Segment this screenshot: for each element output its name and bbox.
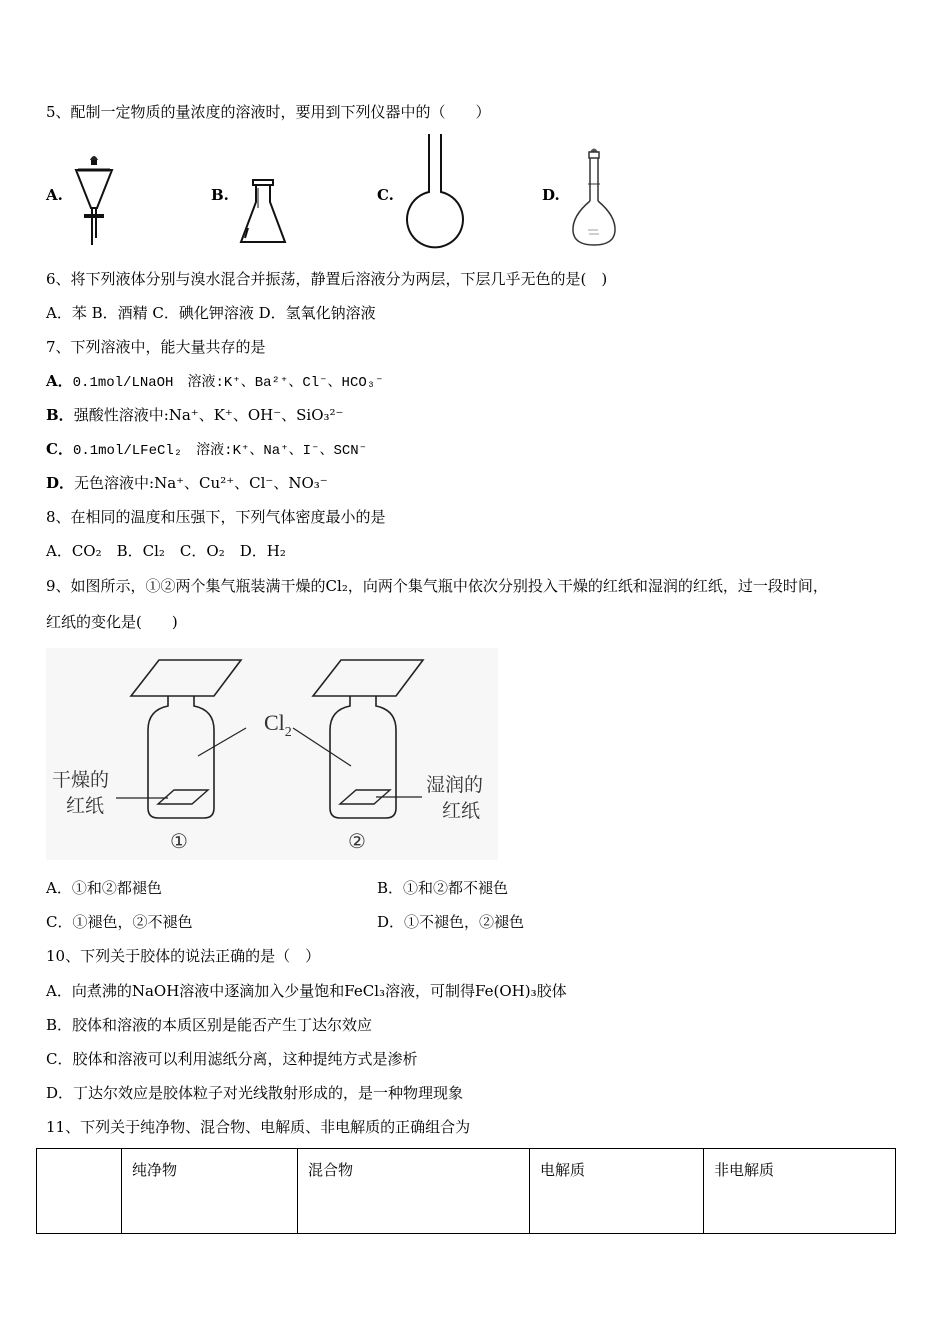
q9-option-d: D．①不褪色，②褪色	[377, 913, 525, 931]
q7-option-d-text: 无色溶液中:Na⁺、Cu²⁺、Cl⁻、NO₃⁻	[74, 474, 328, 492]
q7-option-a-text: 0.1mol/LNaOH 溶液:K⁺、Ba²⁺、Cl⁻、HCO₃⁻	[72, 375, 384, 391]
q9-option-a: A．①和②都褪色	[46, 879, 162, 897]
q5-option-b-label: B.	[211, 186, 229, 204]
q9-stem-line1: 9、如图所示，①②两个集气瓶装满干燥的Cl₂，向两个集气瓶中依次分别投入干燥的红纸和湿润的红纸，过一段时间，	[46, 577, 828, 595]
q7-option-d	[46, 473, 328, 493]
q9-option-c: C．①褪色，②不褪色	[46, 913, 193, 931]
q5-option-a-label: A.	[46, 186, 63, 204]
q5-option-d-label: D.	[542, 186, 560, 204]
q10-stem: 10、下列关于胶体的说法正确的是（ ）	[46, 947, 321, 965]
gas-label: Cl	[264, 710, 285, 735]
table-header-cell: 纯净物	[122, 1149, 298, 1234]
q5-stem: 5、配制一定物质的量浓度的溶液时，要用到下列仪器中的（ ）	[46, 103, 491, 121]
q7-option-a-label: A．	[46, 372, 73, 390]
q10-option-a: A．向煮沸的NaOH溶液中逐滴加入少量饱和FeCl₃溶液，可制得Fe(OH)₃胶体	[46, 982, 567, 1000]
q7-option-c	[46, 439, 367, 461]
q11-table	[36, 1148, 896, 1234]
q11-stem: 11、下列关于纯净物、混合物、电解质、非电解质的正确组合为	[46, 1118, 471, 1136]
q7-option-b	[46, 405, 343, 425]
q7-stem: 7、下列溶液中，能大量共存的是	[46, 338, 266, 356]
q8-options: A．CO₂ B．Cl₂ C．O₂ D．H₂	[46, 542, 286, 560]
wet-paper-label-2: 红纸	[442, 800, 481, 822]
q7-option-b-text: 强酸性溶液中:Na⁺、K⁺、OH⁻、SiO₃²⁻	[73, 406, 344, 424]
table-header-cell: 混合物	[298, 1149, 530, 1234]
q6-stem: 6、将下列液体分别与溴水混合并振荡，静置后溶液分为两层，下层几乎无色的是( )	[46, 270, 608, 288]
q9-option-b: B．①和②都不褪色	[377, 879, 509, 897]
gas-label-subscript: 2	[284, 725, 292, 740]
q5-option-c-label: C.	[377, 186, 394, 204]
q7-option-c-label: C．	[46, 440, 73, 458]
q7-option-c-text: 0.1mol/LFeCl₂ 溶液:K⁺、Na⁺、I⁻、SCN⁻	[72, 443, 368, 459]
dry-paper-label-2: 红纸	[66, 795, 105, 817]
table-header-cell: 非电解质	[704, 1149, 896, 1234]
table-row	[37, 1149, 896, 1234]
wet-paper-label-1: 湿润的	[426, 774, 484, 796]
q7-option-d-label: D．	[46, 474, 75, 492]
q6-options: A．苯 B．酒精 C．碘化钾溶液 D．氢氧化钠溶液	[46, 304, 376, 322]
dry-paper-label-1: 干燥的	[52, 769, 110, 791]
q7-option-a	[46, 371, 384, 393]
erlenmeyer-flask-icon	[236, 178, 290, 248]
round-bottom-flask-icon	[404, 132, 466, 252]
q10-option-d: D．丁达尔效应是胶体粒子对光线散射形成的，是一种物理现象	[46, 1084, 464, 1102]
table-header-cell	[37, 1149, 122, 1234]
q8-stem: 8、在相同的温度和压强下，下列气体密度最小的是	[46, 508, 386, 526]
q9-stem-line2: 红纸的变化是( )	[46, 613, 178, 631]
volumetric-flask-icon	[568, 146, 620, 250]
bottle-1-label: ①	[170, 829, 188, 853]
q10-option-b: B．胶体和溶液的本质区别是能否产生丁达尔效应	[46, 1016, 373, 1034]
bottle-2-label: ②	[348, 829, 366, 853]
separatory-funnel-icon	[70, 150, 120, 250]
gas-bottle-figure	[46, 648, 498, 860]
q7-option-b-label: B．	[46, 406, 74, 424]
table-header-cell: 电解质	[530, 1149, 704, 1234]
q10-option-c: C．胶体和溶液可以利用滤纸分离，这种提纯方式是渗析	[46, 1050, 418, 1068]
